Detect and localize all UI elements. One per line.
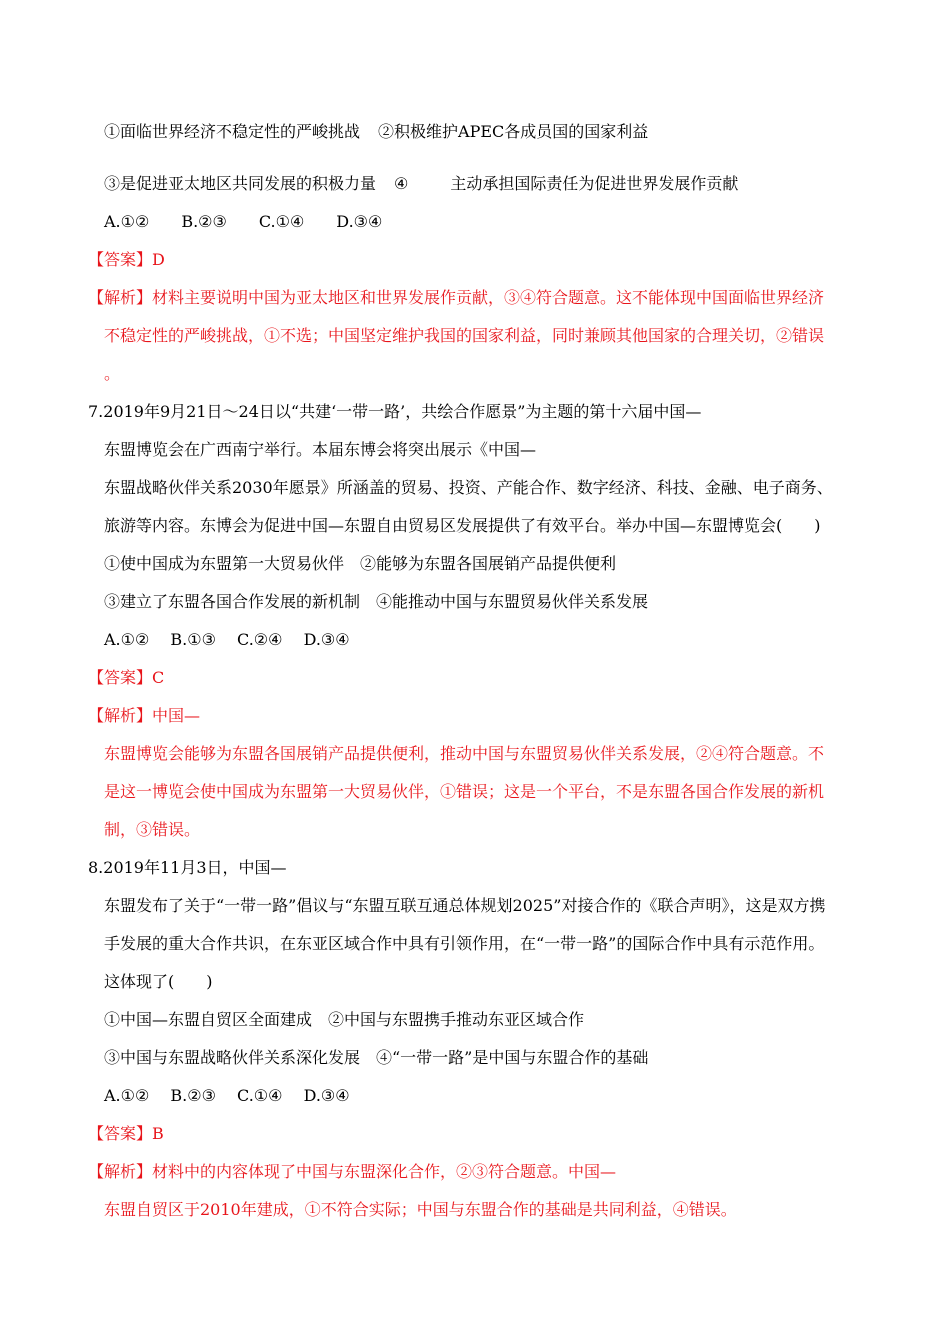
q8-options-line-1: ①中国—东盟自贸区全面建成 ②中国与东盟携手推动东亚区域合作 xyxy=(104,1010,585,1029)
q6-option-1: ①面临世界经济不稳定性的严峻挑战 xyxy=(104,122,361,141)
q8-analysis-line-1: 【解析】材料中的内容体现了中国与东盟深化合作，②③符合题意。中国— xyxy=(88,1162,617,1181)
q7-stem-line-4: 旅游等内容。东博会为促进中国—东盟自由贸易区发展提供了有效平台。举办中国—东盟博览会( ) xyxy=(104,516,821,535)
q7-analysis-line-4: 制，③错误。 xyxy=(104,820,201,839)
q8-stem-line-2: 东盟发布了关于“一带一路”倡议与“东盟互联互通总体规划2025”对接合作的《联合声明》，这是双方携 xyxy=(104,896,826,915)
q6-option-2: ②积极维护APEC各成员国的国家利益 xyxy=(378,122,649,141)
q7-stem-line-1: 7.2019年9月21日～24日以“共建‘一带一路’，共绘合作愿景”为主题的第十六届中国— xyxy=(88,402,702,421)
q6-option-4-marker: ④ xyxy=(394,174,409,193)
q8-options-line-2: ③中国与东盟战略伙伴关系深化发展 ④“一带一路”是中国与东盟合作的基础 xyxy=(104,1048,649,1067)
q6-answer: 【答案】D xyxy=(88,250,165,269)
q7-analysis-line-2: 东盟博览会能够为东盟各国展销产品提供便利，推动中国与东盟贸易伙伴关系发展，②④符合题意。不 xyxy=(104,744,825,763)
q6-analysis-line-3: 。 xyxy=(104,364,121,383)
q6-analysis-line-1: 【解析】材料主要说明中国为亚太地区和世界发展作贡献，③④符合题意。这不能体现中国面临世界经济 xyxy=(88,288,825,307)
q6-option-line-2 xyxy=(104,174,738,194)
q7-stem-line-3: 东盟战略伙伴关系2030年愿景》所涵盖的贸易、投资、产能合作、数字经济、科技、金融、电子商务、 xyxy=(104,478,833,497)
q7-options-line-1: ①使中国成为东盟第一大贸易伙伴 ②能够为东盟各国展销产品提供便利 xyxy=(104,554,617,573)
q7-answer: 【答案】C xyxy=(88,668,165,687)
q8-analysis-line-2: 东盟自贸区于2010年建成，①不符合实际；中国与东盟合作的基础是共同利益，④错误。 xyxy=(104,1200,737,1219)
q7-stem-line-2: 东盟博览会在广西南宁举行。本届东博会将突出展示《中国— xyxy=(104,440,537,459)
q7-analysis-line-1: 【解析】中国— xyxy=(88,706,201,725)
q6-option-line-1 xyxy=(104,122,648,142)
q8-stem-line-4: 这体现了( ) xyxy=(104,972,213,991)
q8-stem-line-3: 手发展的重大合作共识，在东亚区域合作中具有引领作用，在“一带一路”的国际合作中具有示范作用。 xyxy=(104,934,825,953)
q8-stem-line-1: 8.2019年11月3日，中国— xyxy=(88,858,287,877)
q7-choices: A.①② B.①③ C.②④ D.③④ xyxy=(104,630,350,649)
q8-choices: A.①② B.②③ C.①④ D.③④ xyxy=(104,1086,350,1105)
q7-options-line-2: ③建立了东盟各国合作发展的新机制 ④能推动中国与东盟贸易伙伴关系发展 xyxy=(104,592,649,611)
q6-option-4: 主动承担国际责任为促进世界发展作贡献 xyxy=(450,174,739,193)
q6-analysis-line-2: 不稳定性的严峻挑战，①不选；中国坚定维护我国的国家利益，同时兼顾其他国家的合理关切，②错误 xyxy=(104,326,825,345)
q7-analysis-line-3: 是这一博览会使中国成为东盟第一大贸易伙伴，①错误；这是一个平台，不是东盟各国合作发展的新机 xyxy=(104,782,825,801)
q8-answer: 【答案】B xyxy=(88,1124,164,1143)
q6-choices: A.①② B.②③ C.①④ D.③④ xyxy=(104,212,383,231)
q6-option-3: ③是促进亚太地区共同发展的积极力量 xyxy=(104,174,377,193)
